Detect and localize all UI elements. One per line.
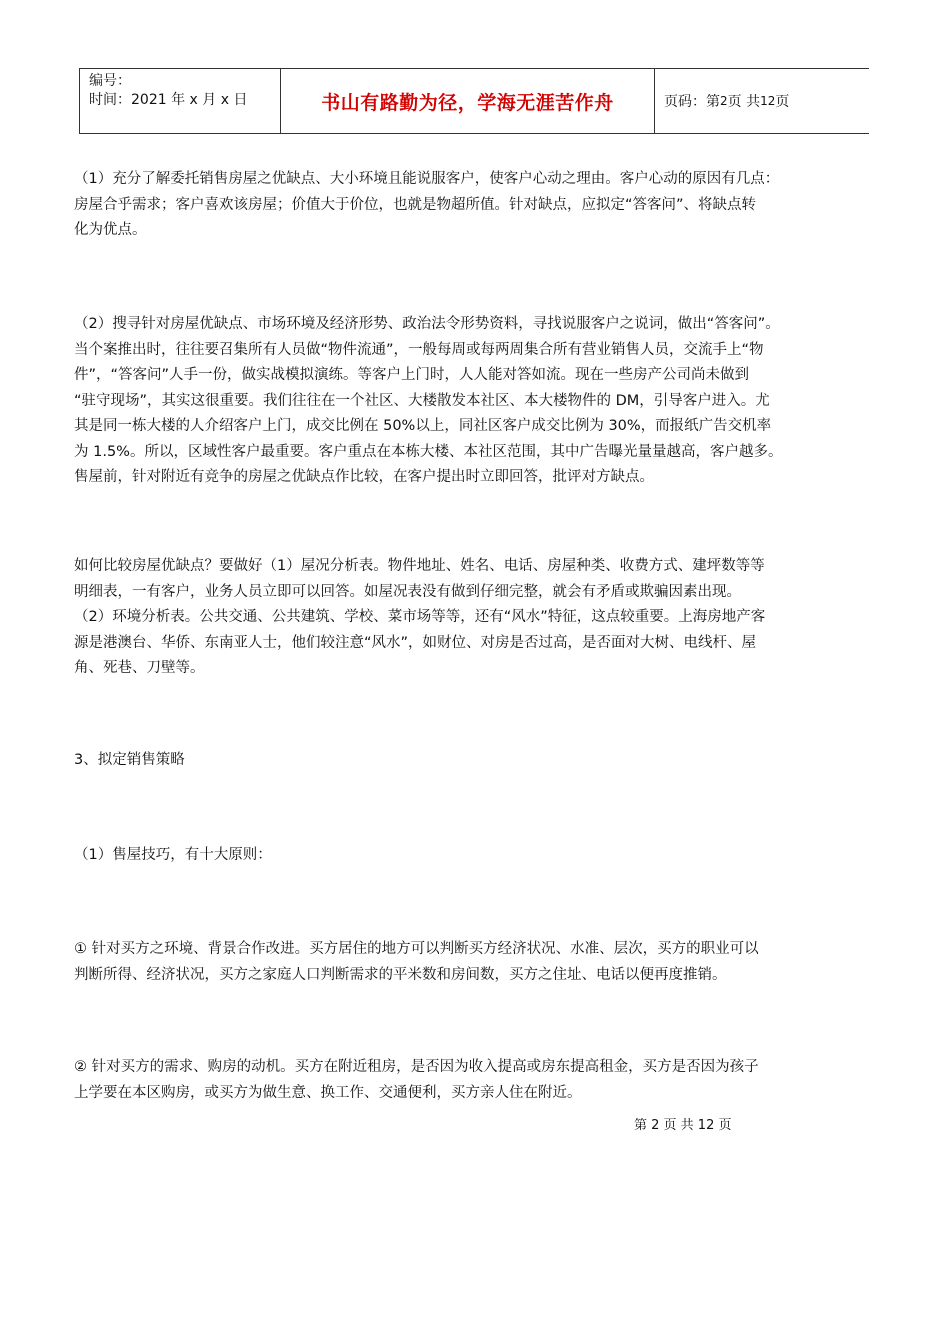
page-label: 页码：第 bbox=[664, 94, 720, 110]
page-total: 12 bbox=[760, 94, 776, 108]
paragraph-1: （1）充分了解委托销售房屋之优缺点、大小环境且能说服客户，使客户心动之理由。客户心动的原因有几点： 房屋合乎需求；客户喜欢该房屋；价值大于价位，也就是物超所值。针对缺点，应拟定“答客问”、将缺点转 化为优点。 bbox=[74, 171, 780, 238]
paragraph-6: ① 针对买方之环境、背景合作改进。买方居住的地方可以判断买方经济状况、水准、层次，买方的职业可以 判断所得、经济状况，买方之家庭人口判断需求的平米数和房间数，买方之住址、电话以便再度推销。 bbox=[74, 941, 759, 983]
number-label: 编号： bbox=[89, 73, 131, 89]
page-number: 2 bbox=[720, 94, 728, 108]
page-mid-label: 页 共 bbox=[727, 94, 761, 110]
paragraph-2: （2）搜寻针对房屋优缺点、市场环境及经济形势、政治法令形势资料，寻找说服客户之说词，做出“答客问”。 当个案推出时，往往要召集所有人员做“物件流通”，一般每周或每两周集合所有营业销售人员，交流手上“物 件”，“答客问”人手一份，做实战模拟演练。等客户上门时，人人能对答如流。现在一些房产公司尚未做到 “驻守现场”，其实这很重要。我们往往在一个社区、大楼散发本社区、本大楼物件的 DM，引导客户进入。尤 其是同一栋大楼的人介绍客户上门，成交比例在 50%以上，同社区客户成交比例为 30%，而报纸广告交机率 为 1.5%。所以，区域性客户最重要。客户重点在本栋大楼、本社区范围，其中广告曝光量量越高，客户越多。 售屋前，针对附近有竞争的房屋之优缺点作比较，在客户提出时立即回答，批评对方缺点。 bbox=[74, 316, 783, 485]
time-label: 时间：2021 年 x 月 x 日 bbox=[89, 92, 248, 108]
header-meta-cell bbox=[80, 69, 281, 133]
page-end-label: 页 bbox=[775, 94, 790, 110]
header-page-cell bbox=[655, 69, 869, 133]
header-table bbox=[79, 68, 869, 134]
motto: 书山有路勤为径，学海无涯苦作舟 bbox=[321, 91, 614, 114]
paragraph-5: （1）售屋技巧，有十大原则： bbox=[74, 847, 272, 863]
section-heading: 3、拟定销售策略 bbox=[74, 752, 185, 768]
page-footer: 第 2 页 共 12 页 bbox=[634, 1118, 732, 1133]
header-motto-cell bbox=[281, 69, 655, 133]
paragraph-7: ② 针对买方的需求、购房的动机。买方在附近租房，是否因为收入提高或房东提高租金，买方是否因为孩子 上学要在本区购房，或买方为做生意、换工作、交通便利，买方亲人住在附近。 bbox=[74, 1059, 759, 1101]
paragraph-3: 如何比较房屋优缺点？要做好（1）屋况分析表。物件地址、姓名、电话、房屋种类、收费方式、建坪数等等 明细表，一有客户，业务人员立即可以回答。如屋况表没有做到仔细完整，就会有矛盾或欺骗因素出现。 （2）环境分析表。公共交通、公共建筑、学校、菜市场等等，还有“风水”特征，这点较重要。上海房地产客 源是港澳台、华侨、东南亚人士，他们较注意“风水”，如财位、对房是否过高，是否面对大树、电线杆、屋 角、死巷、刀壁等。 bbox=[74, 558, 766, 676]
